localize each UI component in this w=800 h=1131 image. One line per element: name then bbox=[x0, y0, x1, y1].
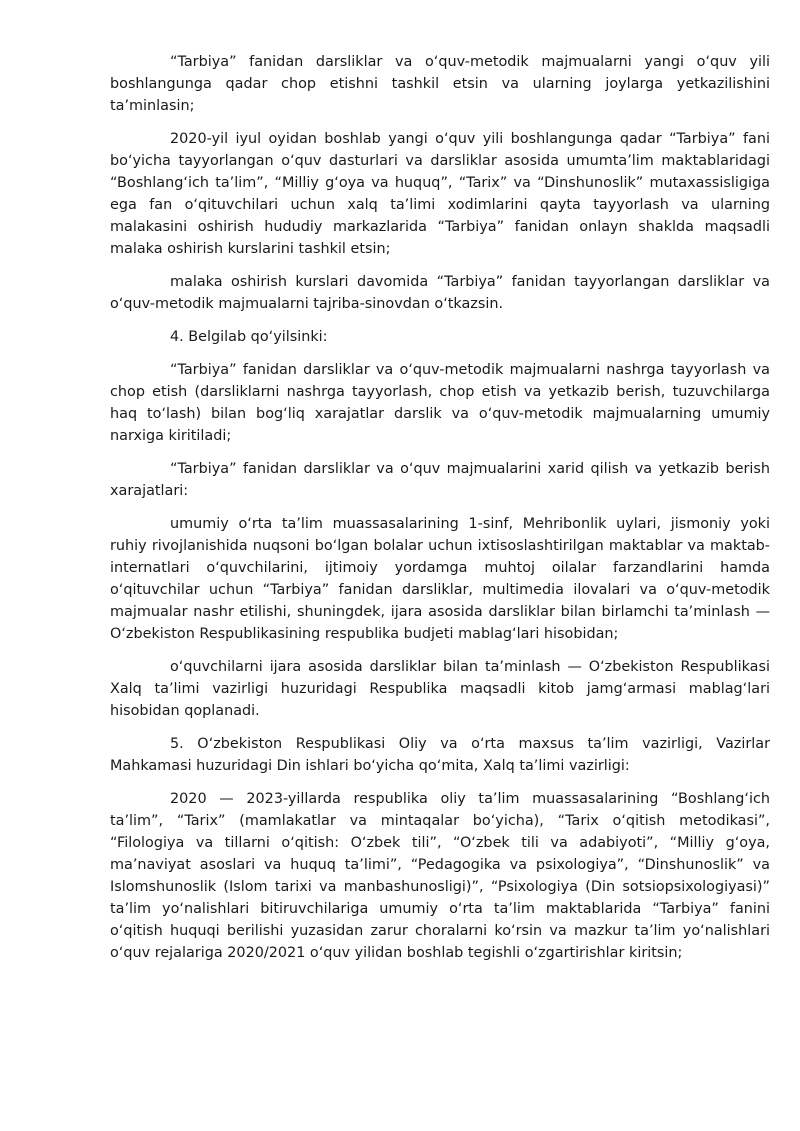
document-body bbox=[110, 51, 770, 975]
paragraph-teaching-rights-measures: 2020 — 2023-yillarda respublika oliy ta’lim muassasalarining “Boshlang‘ich ta’lim”, “Tarix” (mamlakatlar va mintaqalar bo‘yicha), “Tarix o‘qitish metodikasi”, “Filologiya va tillarni o‘qitish: O‘zbek tili”, “O‘zbek tili va adabiyoti”, “Milliy g‘oya, ma’naviyat asoslari va huquq ta’limi”, “Pedagogika va psixologiya”, “Dinshunoslik” va Islomshunoslik (Islom tarixi va manbashunosligi)”, “Psixologiya (Din sotsiopsixologiyasi)” ta’lim yo‘nalishlari bitiruvchilariga umumiy o‘rta ta’lim maktablarida “Tarbiya” fanini o‘qitish huquqi berilishi yuzasidan zarur choralarni ko‘rsin va mazkur ta’lim yo‘nalishlari o‘quv rejalariga 2020/2021 o‘quv yilidan boshlab tegishli o‘zgartirishlar kiritsin; bbox=[110, 791, 770, 961]
paragraph-item-4-heading: 4. Belgilab qo‘yilsinki: bbox=[170, 329, 328, 345]
paragraph-textbook-trials: malaka oshirish kurslari davomida “Tarbiya” fanidan tayyorlangan darsliklar va o‘quv-metodik majmualarni tajriba-sinovdan o‘tkazsin. bbox=[110, 274, 770, 312]
paragraph-rental-fund-coverage: o‘quvchilarni ijara asosida darsliklar bilan ta’minlash — O‘zbekiston Respublikasi Xalq ta’limi vazirligi huzuridagi Respublika maqsadli kitob jamg‘armasi mablag‘lari hisobidan qoplanadi. bbox=[110, 659, 770, 719]
paragraph-online-training-courses: 2020-yil iyul oyidan boshlab yangi o‘quv yili boshlangunga qadar “Tarbiya” fani bo‘yicha tayyorlangan o‘quv dasturlari va darsliklar asosida umumta’lim maktablaridagi “Boshlang‘ich ta’lim”, “Milliy g‘oya va huquq”, “Tarix” va “Dinshunoslik” mutaxassisligiga ega fan o‘qituvchilari uchun xalq ta’limi xodimlarini qayta tayyorlash va ularning malakasini oshirish hududiy markazlarida “Tarbiya” fanidan onlayn shaklda maqsadli malaka oshirish kurslarini tashkil etsin; bbox=[110, 131, 770, 257]
paragraph-publishing-costs: “Tarbiya” fanidan darsliklar va o‘quv-metodik majmualarni nashrga tayyorlash va chop etish (darsliklarni nashrga tayyorlash, chop etish va yetkazib berish, tuzuvchilarga haq to‘lash) bilan bog‘liq xarajatlar darslik va o‘quv-metodik majmualarning umumiy narxiga kiritiladi; bbox=[110, 362, 770, 444]
paragraph-state-budget-funding: umumiy o‘rta ta’lim muassasalarining 1-sinf, Mehribonlik uylari, jismoniy yoki ruhiy rivojlanishida nuqsoni bo‘lgan bolalar uchun ixtisoslashtirilgan maktablar va maktab-internatlari o‘quvchilarini, ijtimoiy yordamga muhtoj oilalar farzandlarini hamda o‘qituvchilar uchun “Tarbiya” fanidan darsliklar, multimedia ilovalari va o‘quv-metodik majmualar nashr etilishi, shuningdek, ijara asosida darsliklar bilan birlamchi ta’minlash — O‘zbekiston Respublikasining respublika budjeti mablag‘lari hisobidan; bbox=[110, 516, 770, 642]
paragraph-procurement-costs: “Tarbiya” fanidan darsliklar va o‘quv majmualarini xarid qilish va yetkazib berish xarajatlari: bbox=[110, 461, 770, 499]
paragraph-publication-organization: “Tarbiya” fanidan darsliklar va o‘quv-metodik majmualarni yangi o‘quv yili boshlangunga qadar chop etishni tashkil etsin va ularning joylarga yetkazilishini ta’minlasin; bbox=[110, 54, 770, 114]
paragraph-item-5-heading: 5. O‘zbekiston Respublikasi Oliy va o‘rta maxsus ta’lim vazirligi, Vazirlar Mahkamasi huzuridagi Din ishlari bo‘yicha qo‘mita, Xalq ta’limi vazirligi: bbox=[110, 736, 770, 774]
